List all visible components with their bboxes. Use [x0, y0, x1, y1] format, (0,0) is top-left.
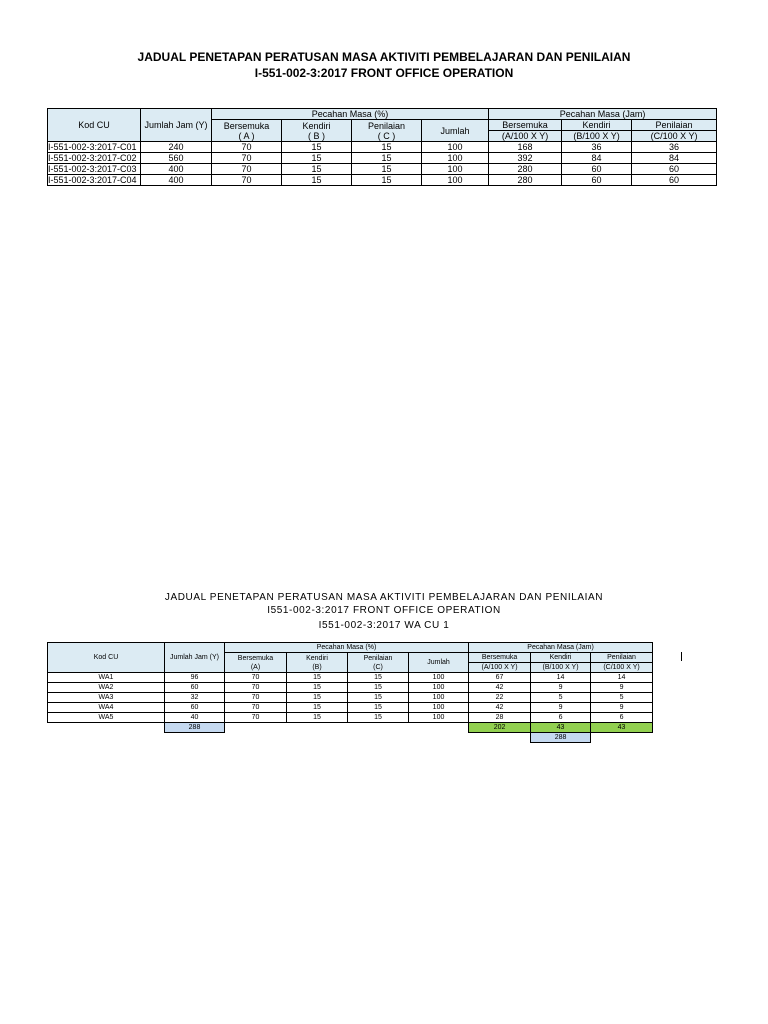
cell: 5 [531, 693, 591, 703]
cell: 40 [165, 713, 225, 723]
empty-cell [409, 733, 469, 743]
col-pct-kendiri [287, 653, 348, 673]
total-kendiri: 43 [531, 723, 591, 733]
cell-kod-cu: WA5 [48, 713, 165, 723]
empty-cell [48, 723, 165, 733]
col-jam-kendiri-formula: (B/100 X Y) [562, 131, 632, 142]
cell: 9 [531, 703, 591, 713]
cell: 15 [352, 142, 422, 153]
cell: 60 [165, 703, 225, 713]
cell: 60 [165, 683, 225, 693]
col-pct-bersemuka [212, 120, 282, 142]
doc1-title-line2: I-551-002-3:2017 FRONT OFFICE OPERATION [254, 66, 514, 80]
col-jam-penilaian: Penilaian [591, 653, 653, 663]
cell-kod-cu: I-551-002-3:2017-C03 [48, 164, 141, 175]
cell: 6 [591, 713, 653, 723]
cell: 70 [212, 175, 282, 186]
cell: 15 [282, 153, 352, 164]
cell: 400 [141, 164, 212, 175]
cell: 168 [489, 142, 562, 153]
empty-cell [409, 723, 469, 733]
cell: 280 [489, 175, 562, 186]
cell: 100 [409, 683, 469, 693]
col-pct-penilaian [348, 653, 409, 673]
cell-kod-cu: I-551-002-3:2017-C01 [48, 142, 141, 153]
table-row [48, 703, 653, 713]
doc1-title-line1: JADUAL PENETAPAN PERATUSAN MASA AKTIVITI PEMBELAJARAN DAN PENILAIAN [137, 50, 631, 64]
empty-cell [287, 733, 348, 743]
total-bersemuka: 202 [469, 723, 531, 733]
cell: 5 [591, 693, 653, 703]
cell: 15 [282, 175, 352, 186]
cell: 70 [225, 693, 287, 703]
cell-kod-cu: I-551-002-3:2017-C02 [48, 153, 141, 164]
cell: 100 [422, 164, 489, 175]
col-pct-jumlah: Jumlah [422, 120, 489, 142]
label: (C) [373, 663, 383, 671]
empty-cell [469, 733, 531, 743]
col-pct-penilaian [352, 120, 422, 142]
cell: 70 [212, 153, 282, 164]
cell: 100 [422, 142, 489, 153]
cell: 6 [531, 713, 591, 723]
col-pct-bersemuka [225, 653, 287, 673]
cell: 15 [348, 673, 409, 683]
empty-cell [591, 733, 653, 743]
col-jam-kendiri: Kendiri [531, 653, 591, 663]
label: Penilaian [367, 120, 406, 131]
cell: 100 [422, 175, 489, 186]
doc2-title-line1: JADUAL PENETAPAN PERATUSAN MASA AKTIVITI PEMBELAJARAN DAN PENILAIAN [164, 592, 604, 603]
cell-kod-cu: WA4 [48, 703, 165, 713]
col-jam-bersemuka-formula: (A/100 X Y) [469, 663, 531, 673]
col-jam-bersemuka-formula: (A/100 X Y) [489, 131, 562, 142]
doc1-time-table [47, 108, 717, 186]
table-row [48, 153, 717, 164]
cell: 100 [422, 153, 489, 164]
cell: 9 [591, 703, 653, 713]
cell: 60 [562, 164, 632, 175]
cell: 100 [409, 703, 469, 713]
cell: 15 [287, 703, 348, 713]
empty-cell [225, 733, 287, 743]
table-row [48, 693, 653, 703]
cell: 60 [562, 175, 632, 186]
table-row [48, 142, 717, 153]
cell: 28 [469, 713, 531, 723]
cell: 15 [287, 673, 348, 683]
cell: 84 [562, 153, 632, 164]
cell: 14 [591, 673, 653, 683]
cell: 70 [225, 703, 287, 713]
table-row [48, 713, 653, 723]
empty-cell [348, 733, 409, 743]
col-jumlah-jam: Jumlah Jam (Y) [141, 109, 212, 142]
label: (B) [312, 663, 322, 671]
cell: 42 [469, 703, 531, 713]
cell: 70 [212, 164, 282, 175]
cell-kod-cu: WA2 [48, 683, 165, 693]
label: (A) [250, 663, 261, 671]
doc2-title-line2: I551-002-3:2017 FRONT OFFICE OPERATION [267, 605, 501, 616]
cell: 15 [287, 683, 348, 693]
cell: 392 [489, 153, 562, 164]
empty-cell [348, 723, 409, 733]
label: ( C ) [377, 130, 396, 141]
cell: 100 [409, 693, 469, 703]
col-kod-cu: Kod CU [48, 109, 141, 142]
grand-total-row [48, 733, 653, 743]
empty-cell [48, 733, 165, 743]
group-pecahan-masa-pct: Pecahan Masa (%) [225, 643, 469, 653]
col-jam-penilaian: Penilaian [632, 120, 717, 131]
cell: 67 [469, 673, 531, 683]
total-jumlah-jam: 288 [165, 723, 225, 733]
table-header-row [48, 109, 717, 120]
cell: 84 [632, 153, 717, 164]
cell: 15 [352, 164, 422, 175]
cell: 70 [212, 142, 282, 153]
cell: 14 [531, 673, 591, 683]
table-row [48, 175, 717, 186]
cell: 70 [225, 713, 287, 723]
col-pct-jumlah: Jumlah [409, 653, 469, 673]
label: ( A ) [238, 130, 255, 141]
cell: 100 [409, 673, 469, 683]
group-pecahan-masa-jam: Pecahan Masa (Jam) [489, 109, 717, 120]
empty-cell [165, 733, 225, 743]
cell: 70 [225, 673, 287, 683]
text-cursor [681, 652, 682, 661]
cell: 15 [348, 683, 409, 693]
label: Bersemuka [223, 120, 270, 131]
label: Penilaian [363, 654, 393, 662]
col-jam-kendiri: Kendiri [562, 120, 632, 131]
cell: 240 [141, 142, 212, 153]
cell: 96 [165, 673, 225, 683]
cell: 70 [225, 683, 287, 693]
doc2-title-line3: I551-002-3:2017 WA CU 1 [318, 620, 450, 631]
cell-kod-cu: I-551-002-3:2017-C04 [48, 175, 141, 186]
cell: 15 [282, 164, 352, 175]
group-pecahan-masa-pct: Pecahan Masa (%) [212, 109, 489, 120]
label: ( B ) [308, 130, 325, 141]
group-pecahan-masa-jam: Pecahan Masa (Jam) [469, 643, 653, 653]
empty-cell [225, 723, 287, 733]
cell: 280 [489, 164, 562, 175]
col-jumlah-jam: Jumlah Jam (Y) [165, 643, 225, 673]
label: Bersemuka [237, 654, 274, 662]
cell-kod-cu: WA3 [48, 693, 165, 703]
cell: 36 [562, 142, 632, 153]
cell: 15 [287, 713, 348, 723]
cell: 15 [348, 703, 409, 713]
col-pct-kendiri [282, 120, 352, 142]
cell: 60 [632, 164, 717, 175]
cell: 400 [141, 175, 212, 186]
cell: 9 [531, 683, 591, 693]
col-jam-bersemuka: Bersemuka [489, 120, 562, 131]
cell: 42 [469, 683, 531, 693]
cell: 15 [282, 142, 352, 153]
cell: 36 [632, 142, 717, 153]
table-row [48, 673, 653, 683]
grand-total-jam: 288 [531, 733, 591, 743]
cell: 15 [287, 693, 348, 703]
cell: 32 [165, 693, 225, 703]
cell: 15 [352, 175, 422, 186]
cell: 15 [348, 693, 409, 703]
doc2-time-table [47, 642, 653, 743]
cell: 15 [348, 713, 409, 723]
cell: 100 [409, 713, 469, 723]
cell-kod-cu: WA1 [48, 673, 165, 683]
cell: 22 [469, 693, 531, 703]
label: Kendiri [306, 654, 328, 662]
cell: 60 [632, 175, 717, 186]
table-row [48, 164, 717, 175]
cell: 9 [591, 683, 653, 693]
col-kod-cu: Kod CU [48, 643, 165, 673]
totals-row [48, 723, 653, 733]
col-jam-penilaian-formula: (C/100 X Y) [591, 663, 653, 673]
col-jam-penilaian-formula: (C/100 X Y) [632, 131, 717, 142]
col-jam-kendiri-formula: (B/100 X Y) [531, 663, 591, 673]
cell: 560 [141, 153, 212, 164]
empty-cell [287, 723, 348, 733]
table-header-row [48, 643, 653, 653]
table-row [48, 683, 653, 693]
cell: 15 [352, 153, 422, 164]
total-penilaian: 43 [591, 723, 653, 733]
label: Kendiri [302, 120, 331, 131]
col-jam-bersemuka: Bersemuka [469, 653, 531, 663]
